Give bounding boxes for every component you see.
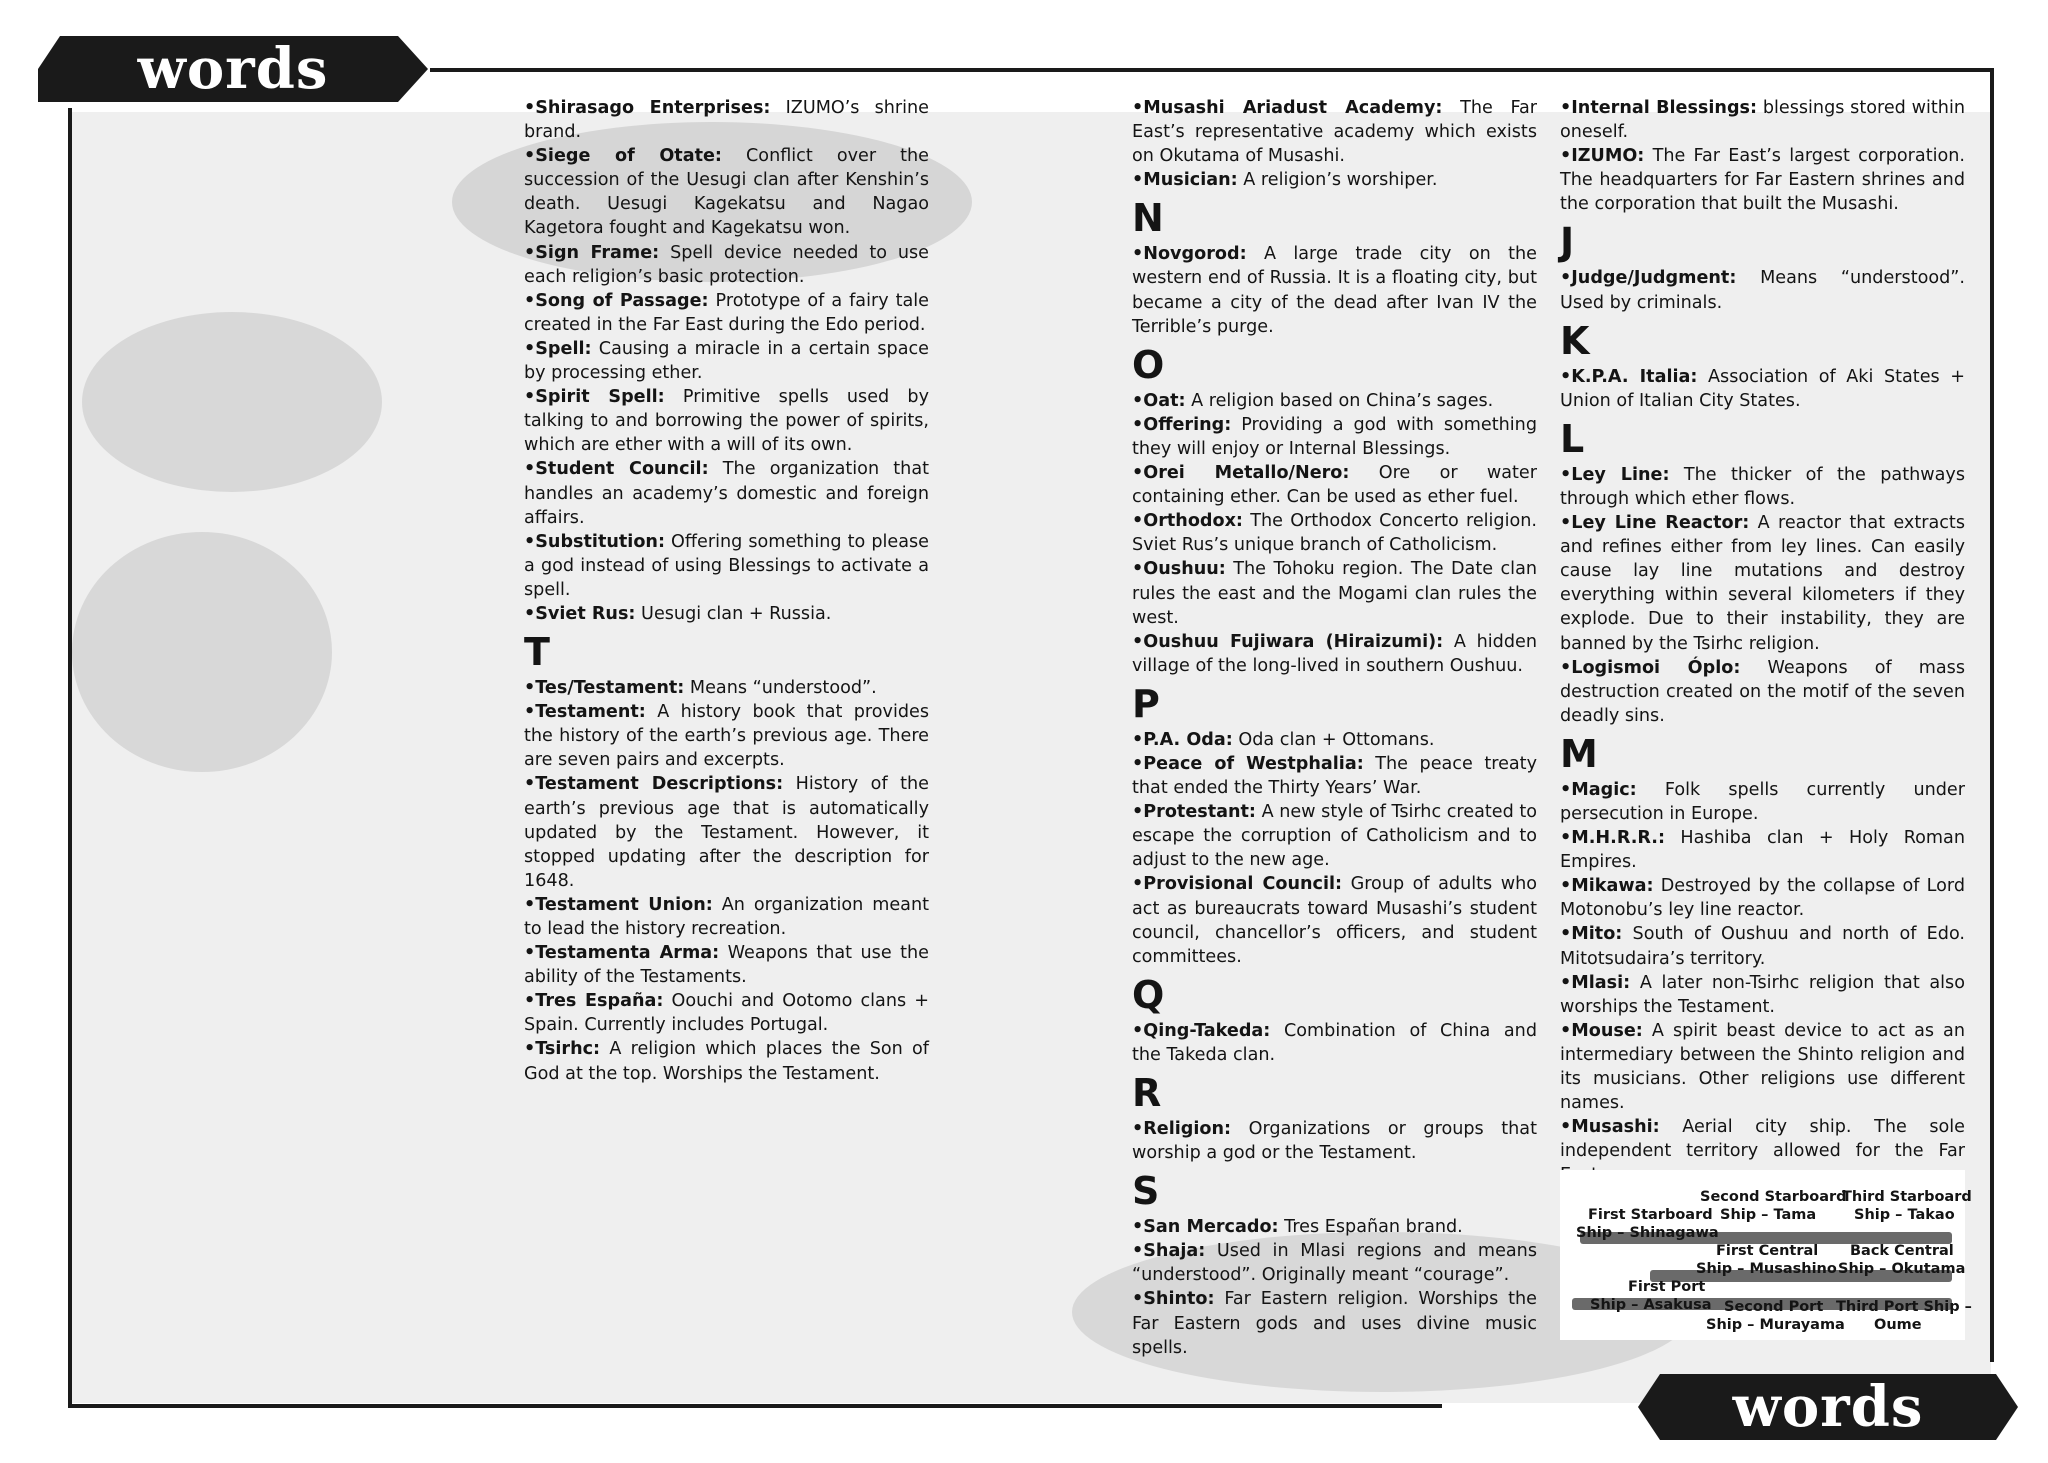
glossary-term: •K.P.A. Italia: bbox=[1560, 366, 1698, 387]
glossary-term: •Religion: bbox=[1132, 1119, 1232, 1139]
ship-diagram bbox=[1560, 1170, 1972, 1340]
glossary-entry bbox=[524, 96, 929, 144]
glossary-term: •Oushuu: bbox=[1132, 559, 1226, 580]
section-letter: K bbox=[1560, 318, 1590, 363]
glossary-definition: Weapons of mass destruction created on the motif of the seven deadly sins. bbox=[1560, 657, 1965, 726]
glossary-term: •Orthodox: bbox=[1132, 511, 1243, 532]
glossary-definition: A large trade city on the western end of Russia. It is a floating city, but became a city of the dead after Ivan IV the Terrible’s purge. bbox=[1132, 244, 1537, 337]
glossary-entry bbox=[1132, 461, 1537, 509]
glossary-entry bbox=[524, 989, 929, 1037]
glossary-definition: Prototype of a fairy tale created in the Far East during the Edo period. bbox=[524, 290, 929, 335]
glossary-definition: Used in Mlasi regions and means “understood”. Originally meant “courage”. bbox=[1132, 1241, 1537, 1286]
glossary-entry bbox=[524, 457, 929, 529]
glossary-term: •Musashi Ariadust Academy: bbox=[1132, 98, 1443, 118]
ship-label: Ship – Okutama bbox=[1838, 1261, 1966, 1277]
glossary-entry bbox=[1560, 144, 1965, 216]
glossary-term: •Ley Line Reactor: bbox=[1560, 513, 1750, 534]
glossary-definition: Weapons that use the ability of the Testaments. bbox=[524, 943, 929, 988]
glossary-term: •Judge/Judgment: bbox=[1560, 268, 1737, 289]
glossary-entry bbox=[524, 241, 929, 289]
glossary-entry bbox=[524, 530, 929, 602]
glossary-term: •Substitution: bbox=[524, 531, 665, 552]
glossary-entry bbox=[1560, 971, 1965, 1019]
glossary-definition: Causing a miracle in a certain space by processing ether. bbox=[524, 338, 929, 384]
glossary-term: •M.H.R.R.: bbox=[1560, 828, 1665, 849]
banner-title: words bbox=[1732, 1374, 1924, 1440]
ship-label: Back Central bbox=[1850, 1243, 1954, 1259]
glossary-entry bbox=[1132, 1215, 1537, 1239]
glossary-entry bbox=[1132, 1019, 1537, 1067]
glossary-term: •Sign Frame: bbox=[524, 242, 660, 263]
glossary-definition: IZUMO’s shrine brand. bbox=[524, 98, 929, 143]
glossary-term: •Spirit Spell: bbox=[524, 387, 665, 408]
glossary-entry bbox=[1560, 826, 1965, 874]
glossary-term: •Musashi: bbox=[1560, 1117, 1660, 1138]
glossary-entry bbox=[1560, 463, 1965, 511]
glossary-term: •Mito: bbox=[1560, 924, 1623, 945]
glossary-definition: Spell device needed to use each religion’s basic protection. bbox=[524, 242, 929, 287]
glossary-definition: A hidden village of the long-lived in southern Oushuu. bbox=[1132, 631, 1537, 676]
glossary-definition: South of Oushuu and north of Edo. Mitotsudaira’s territory. bbox=[1560, 924, 1965, 969]
glossary-definition: History of the earth’s previous age that is automatically updated by the Testament. However, it stopped updating after the description for 1648. bbox=[524, 774, 929, 891]
glossary-definition: Means “understood”. bbox=[684, 678, 877, 699]
section-letter: N bbox=[1132, 196, 1164, 241]
ship-label: Ship – Takao bbox=[1854, 1207, 1955, 1223]
glossary-term: •Offering: bbox=[1132, 414, 1232, 435]
glossary-entry bbox=[524, 676, 929, 700]
glossary-term: •Ley Line: bbox=[1560, 464, 1670, 485]
glossary-definition: A religion based on China’s sages. bbox=[1185, 390, 1494, 411]
glossary-entry bbox=[1132, 168, 1537, 192]
glossary-definition: A religion’s worshiper. bbox=[1237, 170, 1438, 191]
glossary-entry bbox=[524, 602, 929, 626]
glossary-definition: Tres Españan brand. bbox=[1278, 1217, 1463, 1238]
section-letter: P bbox=[1132, 681, 1160, 726]
glossary-definition: Providing a god with something they will enjoy or Internal Blessings. bbox=[1132, 414, 1537, 459]
glossary-entry bbox=[1560, 778, 1965, 826]
glossary-definition: Hashiba clan + Holy Roman Empires. bbox=[1560, 828, 1965, 873]
glossary-definition: Ore or water containing ether. Can be used as ether fuel. bbox=[1132, 463, 1537, 508]
glossary-entry bbox=[1132, 728, 1537, 752]
glossary-entry bbox=[524, 700, 929, 772]
glossary-entry bbox=[524, 337, 929, 385]
glossary-definition: The Far East’s representative academy which exists on Okutama of Musashi. bbox=[1132, 98, 1537, 167]
glossary-definition: Folk spells currently under persecution in Europe. bbox=[1560, 779, 1965, 824]
glossary-definition: Far Eastern religion. Worships the Far Eastern gods and uses divine music spells. bbox=[1132, 1289, 1537, 1358]
glossary-term: •Protestant: bbox=[1132, 802, 1256, 823]
glossary-entry bbox=[1560, 511, 1965, 656]
glossary-term: •Magic: bbox=[1560, 779, 1637, 800]
glossary-entry bbox=[1560, 656, 1965, 728]
glossary-entry bbox=[1132, 389, 1537, 413]
glossary-term: •Student Council: bbox=[524, 459, 709, 480]
banner-title: words bbox=[137, 36, 329, 102]
glossary-term: •Testament Union: bbox=[524, 894, 713, 915]
ship-label: Second Starboard bbox=[1700, 1189, 1847, 1205]
glossary-term: •Siege of Otate: bbox=[524, 146, 722, 167]
glossary-entry bbox=[1560, 365, 1965, 413]
glossary-definition: Oouchi and Ootomo clans + Spain. Currently includes Portugal. bbox=[524, 991, 929, 1036]
section-letter: T bbox=[524, 630, 550, 675]
glossary-entry bbox=[524, 289, 929, 337]
ship-label: First Port bbox=[1628, 1279, 1706, 1295]
glossary-term: •Testament: bbox=[524, 702, 646, 723]
glossary-definition: The Far East’s largest corporation. The headquarters for Far Eastern shrines and the corporation that built the Musashi. bbox=[1560, 146, 1965, 215]
glossary-term: •Oat: bbox=[1132, 390, 1186, 411]
glossary-column bbox=[524, 96, 929, 1086]
ship-label: Ship – Musashino bbox=[1696, 1261, 1837, 1277]
glossary-definition: A history book that provides the history of the earth’s previous age. There are seven pairs and excerpts. bbox=[524, 702, 929, 771]
glossary-column bbox=[1132, 96, 1537, 1360]
glossary-definition: The Tohoku region. The Date clan rules the east and the Mogami clan rules the west. bbox=[1132, 559, 1537, 628]
section-letter: S bbox=[1132, 1169, 1160, 1214]
glossary-entry bbox=[1132, 872, 1537, 968]
glossary-entry bbox=[1560, 1019, 1965, 1115]
ship-label: Ship – Shinagawa bbox=[1576, 1225, 1719, 1241]
glossary-term: •Testament Descriptions: bbox=[524, 774, 784, 795]
ship-label: First Central bbox=[1716, 1243, 1819, 1259]
glossary-definition: The organization that handles an academy’s domestic and foreign affairs. bbox=[524, 459, 930, 528]
glossary-entry bbox=[1560, 266, 1965, 314]
glossary-term: •Song of Passage: bbox=[524, 290, 709, 311]
glossary-definition: Uesugi clan + Russia. bbox=[635, 603, 832, 624]
glossary-entry bbox=[524, 941, 929, 989]
glossary-definition: Association of Aki States + Union of Italian City States. bbox=[1560, 366, 1965, 411]
section-letter: L bbox=[1560, 416, 1585, 461]
glossary-definition: blessings stored within oneself. bbox=[1560, 98, 1965, 143]
glossary-entry bbox=[1132, 630, 1537, 678]
glossary-term: •Mikawa: bbox=[1560, 876, 1654, 897]
glossary-column bbox=[1560, 96, 1965, 1187]
glossary-definition: An organization meant to lead the history recreation. bbox=[524, 894, 929, 939]
glossary-term: •Shinto: bbox=[1132, 1289, 1215, 1310]
section-letter: M bbox=[1560, 731, 1598, 776]
glossary-entry bbox=[1132, 509, 1537, 557]
glossary-entry bbox=[524, 144, 929, 240]
glossary-entry bbox=[1132, 413, 1537, 461]
glossary-definition: The peace treaty that ended the Thirty Years’ War. bbox=[1132, 753, 1537, 799]
glossary-term: •Peace of Westphalia: bbox=[1132, 753, 1364, 774]
glossary-definition: Destroyed by the collapse of Lord Motonobu’s ley line reactor. bbox=[1560, 876, 1965, 921]
glossary-definition: Conflict over the succession of the Uesugi clan after Kenshin’s death. Uesugi Kagekatsu and Nagao Kagetora fought and Kagekatsu won. bbox=[524, 146, 929, 239]
ship-label: Oume bbox=[1874, 1317, 1922, 1333]
glossary-term: •Spell: bbox=[524, 338, 592, 359]
glossary-definition: A reactor that extracts and refines either from ley lines. Can easily cause lay line mutations and destroy everything within several kilometers if they explode. Due to their instability, they are banned by the Tsirhc religion. bbox=[1560, 513, 1965, 654]
glossary-definition: Means “understood”. Used by criminals. bbox=[1560, 268, 1965, 313]
glossary-term: •Sviet Rus: bbox=[524, 603, 636, 624]
glossary-term: •P.A. Oda: bbox=[1132, 729, 1233, 750]
glossary-entry bbox=[524, 1037, 929, 1085]
glossary-term: •Mlasi: bbox=[1560, 972, 1631, 993]
glossary-entry bbox=[1132, 557, 1537, 629]
glossary-term: •Oushuu Fujiwara (Hiraizumi): bbox=[1132, 631, 1444, 652]
glossary-term: •Testamenta Arma: bbox=[524, 943, 720, 964]
glossary-term: •Qing-Takeda: bbox=[1132, 1020, 1271, 1041]
glossary-term: •IZUMO: bbox=[1560, 146, 1645, 167]
glossary-definition: Group of adults who act as bureaucrats toward Musashi’s student council, chancellor’s officers, and student committees. bbox=[1132, 874, 1537, 967]
glossary-term: •Shirasago Enterprises: bbox=[524, 98, 771, 118]
ship-label: Ship – Murayama bbox=[1706, 1317, 1845, 1333]
glossary-definition: A later non-Tsirhc religion that also worships the Testament. bbox=[1560, 972, 1965, 1017]
glossary-term: •Musician: bbox=[1132, 170, 1238, 191]
section-banner bbox=[38, 36, 428, 102]
section-letter: R bbox=[1132, 1071, 1162, 1115]
glossary-term: •Orei Metallo/Nero: bbox=[1132, 463, 1350, 484]
glossary-definition: Aerial city ship. The sole independent territory allowed for the Far bbox=[1560, 1117, 1965, 1162]
section-letter: Q bbox=[1132, 972, 1165, 1017]
glossary-definition: Organizations or groups that worship a god or the Testament. bbox=[1132, 1119, 1537, 1164]
ship-label: Ship – Tama bbox=[1720, 1207, 1817, 1223]
glossary-term: •Tres España: bbox=[524, 991, 664, 1012]
glossary-entry bbox=[1132, 242, 1537, 338]
section-letter: J bbox=[1560, 220, 1575, 265]
glossary-term: •Internal Blessings: bbox=[1560, 98, 1758, 118]
glossary-definition: Combination of China and the Takeda clan. bbox=[1132, 1020, 1537, 1065]
glossary-entry bbox=[1560, 922, 1965, 970]
glossary-term: •Tes/Testament: bbox=[524, 678, 685, 699]
ship-label: Second Port bbox=[1724, 1299, 1824, 1315]
glossary-entry bbox=[524, 385, 929, 457]
ship-label: Ship – Asakusa bbox=[1590, 1297, 1712, 1313]
glossary-term: •San Mercado: bbox=[1132, 1217, 1279, 1238]
glossary-definition: The thicker of the pathways through which ether flows. bbox=[1560, 464, 1965, 509]
glossary-entry bbox=[524, 893, 929, 941]
glossary-term: •Provisional Council: bbox=[1132, 874, 1343, 895]
glossary-term: •Logismoi Óplo: bbox=[1560, 657, 1741, 678]
glossary-entry bbox=[1132, 1287, 1537, 1359]
glossary-definition: A spirit beast device to act as an intermediary between the Shinto religion and its musicians. Other religions use different names. bbox=[1560, 1020, 1965, 1114]
glossary-entry bbox=[1560, 96, 1965, 144]
glossary-entry bbox=[1132, 96, 1537, 168]
glossary-definition: Oda clan + Ottomans. bbox=[1232, 729, 1435, 750]
ship-label: Third Starboard bbox=[1842, 1189, 1972, 1205]
glossary-term: •Shaja: bbox=[1132, 1241, 1206, 1262]
glossary-definition: Offering something to please a god instead of using Blessings to activate a spell. bbox=[524, 531, 929, 600]
glossary-entry bbox=[1132, 800, 1537, 872]
glossary-term: •Mouse: bbox=[1560, 1020, 1643, 1041]
glossary-entry bbox=[1132, 1117, 1537, 1165]
glossary-entry bbox=[1560, 874, 1965, 922]
section-letter: O bbox=[1132, 342, 1165, 387]
glossary-entry bbox=[1132, 752, 1537, 800]
glossary-term: •Novgorod: bbox=[1132, 244, 1247, 265]
glossary-definition: A new style of Tsirhc created to escape the corruption of Catholicism and to adjust to the new age. bbox=[1132, 802, 1537, 871]
glossary-entry bbox=[524, 772, 929, 892]
glossary-entry bbox=[1132, 1239, 1537, 1287]
glossary-term: •Tsirhc: bbox=[524, 1039, 601, 1060]
glossary-definition: A religion which places the Son of God at the top. Worships the Testament. bbox=[524, 1039, 929, 1084]
ship-label: Third Port Ship – bbox=[1836, 1299, 1972, 1315]
glossary-definition: Primitive spells used by talking to and borrowing the power of spirits, which are ether with a will of its own. bbox=[524, 387, 929, 456]
section-banner bbox=[1638, 1374, 2018, 1440]
ship-label: First Starboard bbox=[1588, 1207, 1713, 1223]
glossary-definition: The Orthodox Concerto religion. Sviet Rus’s unique branch of Catholicism. bbox=[1132, 511, 1537, 556]
